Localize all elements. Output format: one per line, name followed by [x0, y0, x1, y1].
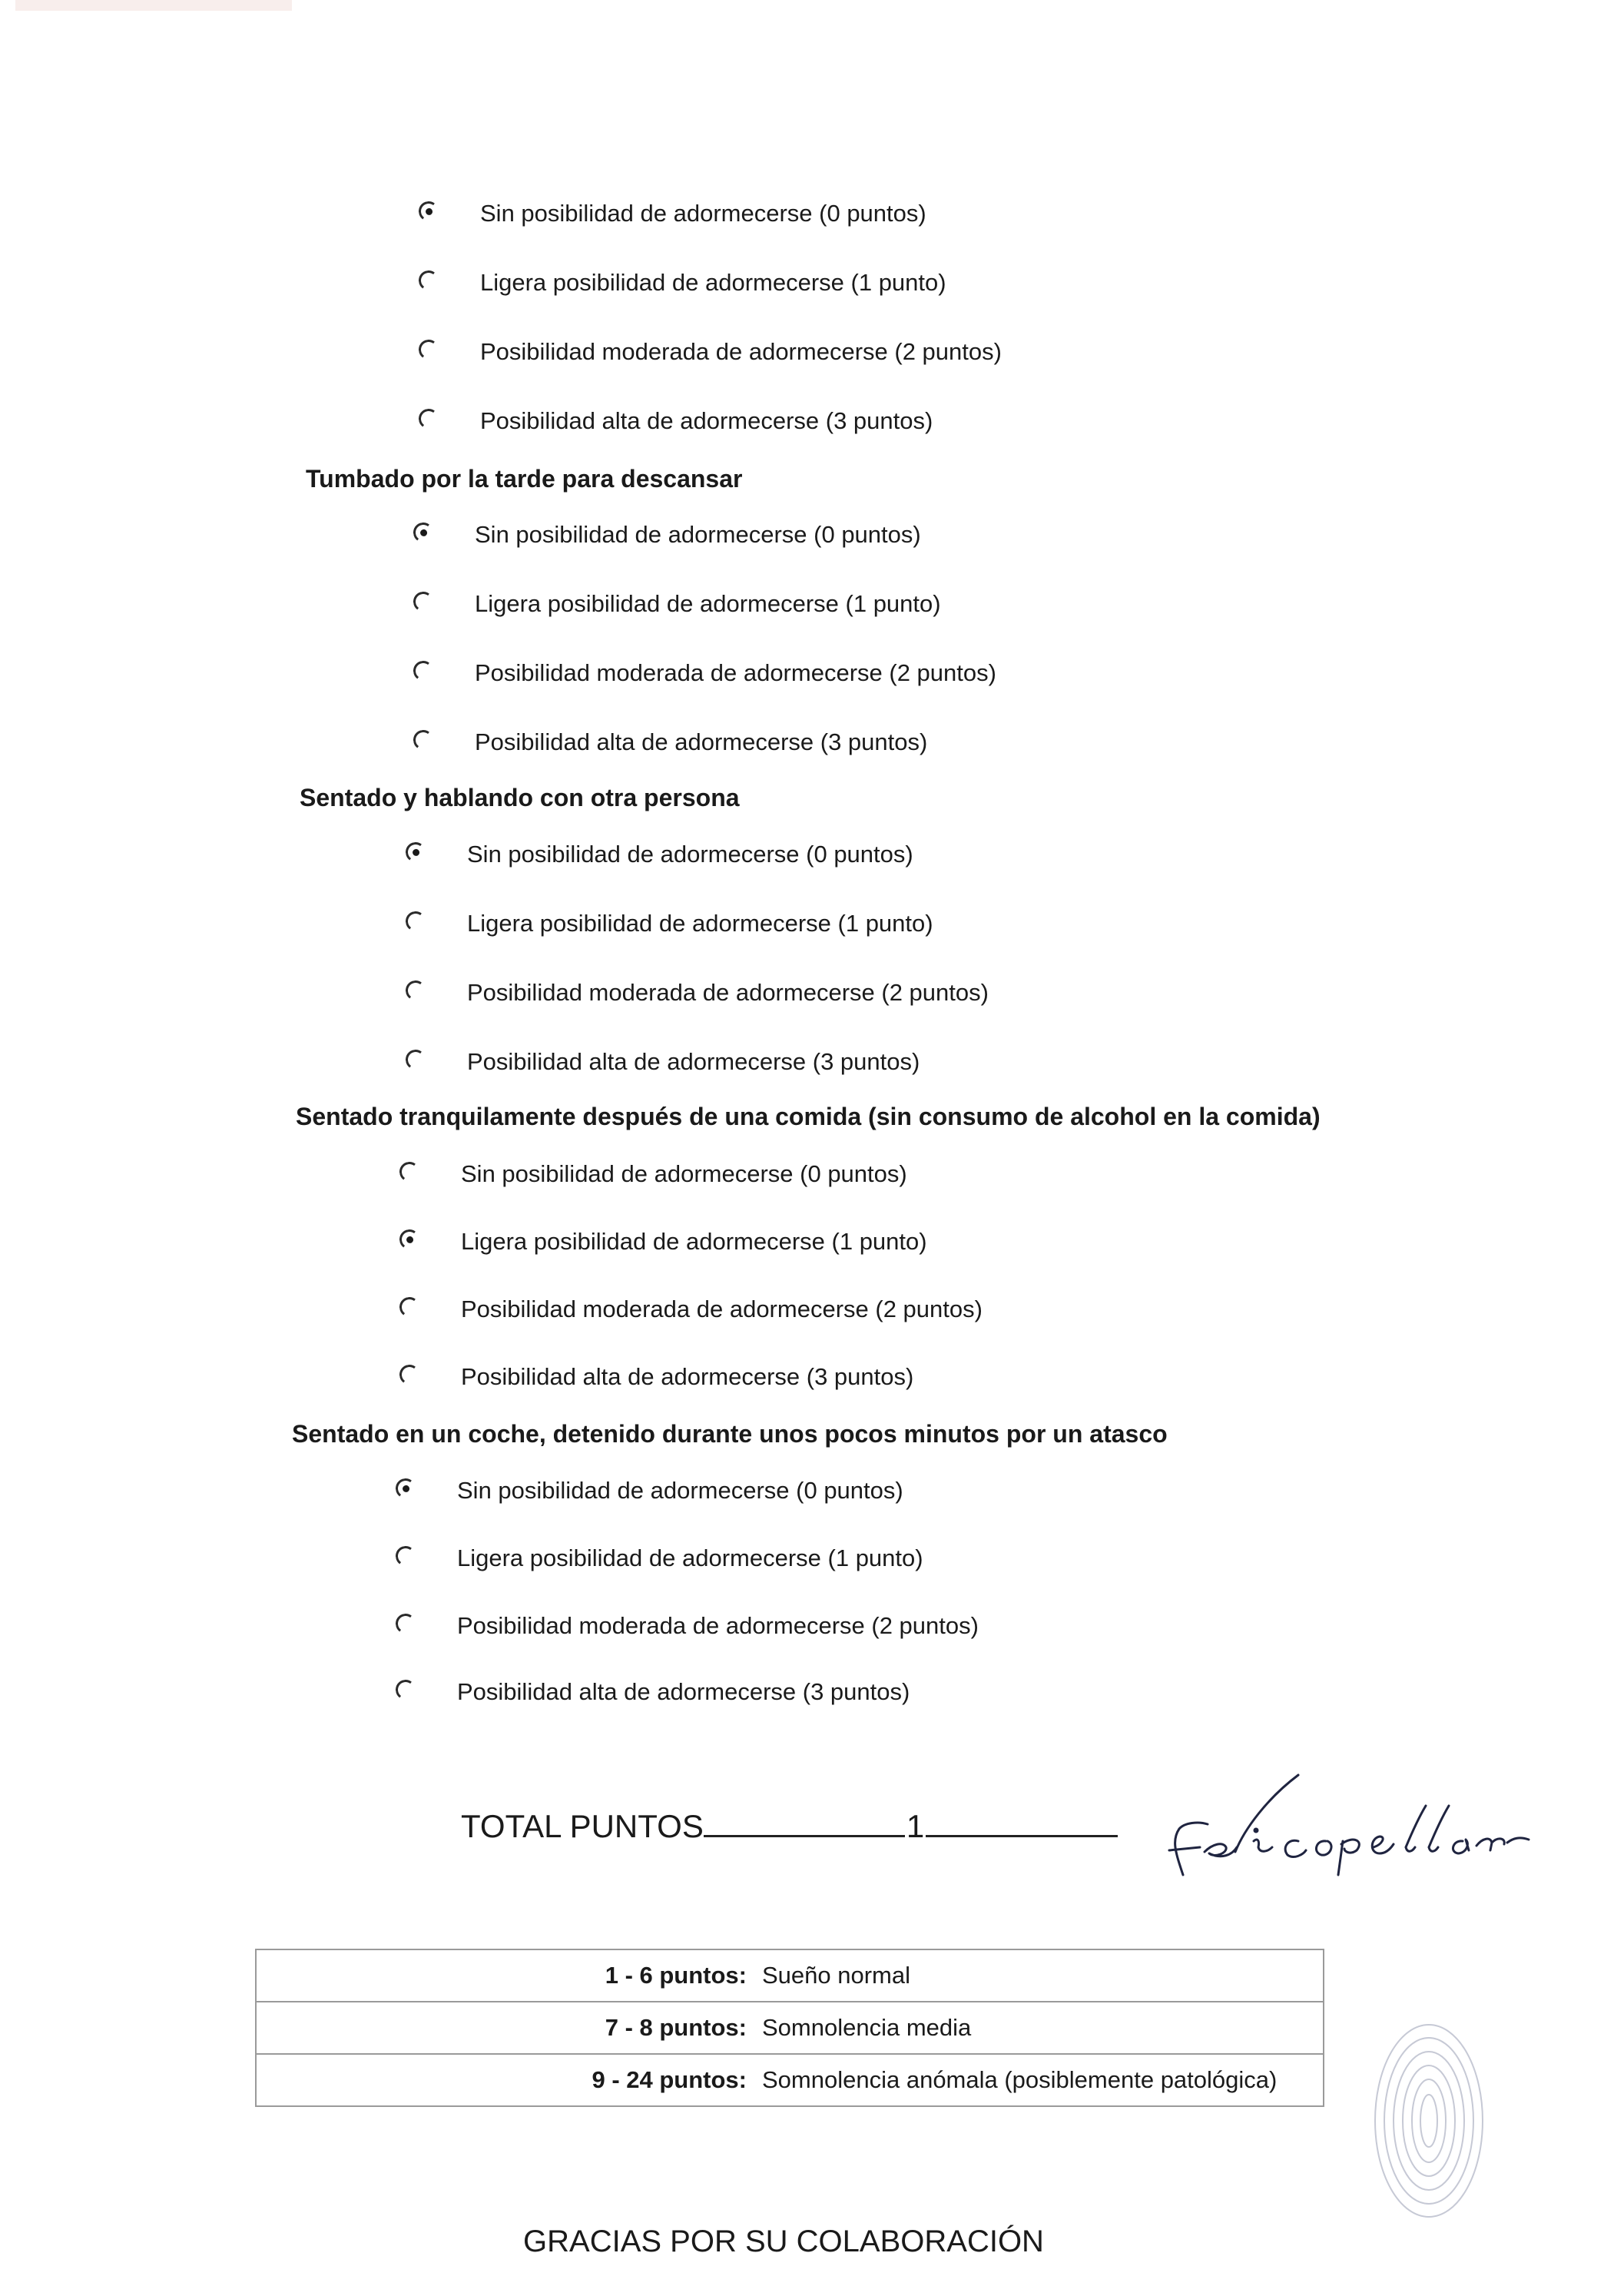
radio-unchecked-icon[interactable]: [394, 1678, 416, 1700]
radio-unchecked-icon[interactable]: [398, 1296, 420, 1318]
scale-range: 1 - 6 puntos:: [256, 1949, 756, 2002]
radio-unchecked-icon[interactable]: [412, 728, 434, 751]
radio-unchecked-icon[interactable]: [394, 1544, 416, 1567]
scale-description: Somnolencia anómala (posiblemente patológica): [756, 2054, 1324, 2106]
radio-unchecked-icon[interactable]: [398, 1160, 420, 1183]
fingerprint-mark: [1367, 2013, 1490, 2228]
radio-unchecked-icon[interactable]: [412, 659, 434, 682]
radio-unchecked-icon[interactable]: [404, 979, 426, 1001]
radio-checked-icon[interactable]: [394, 1477, 416, 1499]
answer-option-label: Posibilidad moderada de adormecerse (2 puntos): [467, 979, 989, 1006]
question-title: Sentado y hablando con otra persona: [300, 784, 740, 811]
radio-checked-icon[interactable]: [412, 521, 434, 543]
answer-option-label: Posibilidad moderada de adormecerse (2 puntos): [461, 1296, 983, 1322]
answer-option-label: Ligera posibilidad de adormecerse (1 punto): [457, 1544, 923, 1571]
answer-option-label: Sin posibilidad de adormecerse (0 puntos): [461, 1160, 907, 1187]
answer-option-label: Ligera posibilidad de adormecerse (1 punto): [480, 269, 946, 296]
scan-smudge: [15, 0, 292, 11]
scale-range: 7 - 8 puntos:: [256, 2002, 756, 2054]
radio-unchecked-icon[interactable]: [417, 407, 439, 430]
scale-row: [256, 2002, 1324, 2054]
answer-option-label: Ligera posibilidad de adormecerse (1 punto): [461, 1228, 927, 1255]
answer-option-label: Posibilidad moderada de adormecerse (2 puntos): [457, 1612, 979, 1639]
radio-checked-icon[interactable]: [398, 1228, 420, 1250]
thanks-message: [0, 2225, 1604, 2259]
total-underline-right: [926, 1804, 1118, 1837]
answer-option-label: Posibilidad moderada de adormecerse (2 puntos): [475, 659, 996, 686]
total-label: TOTAL PUNTOS: [461, 1808, 704, 1844]
answer-option-label: Posibilidad alta de adormecerse (3 puntos): [480, 407, 933, 434]
radio-unchecked-icon[interactable]: [398, 1363, 420, 1385]
score-scale-table: [255, 1949, 1324, 2107]
answer-option-label: Posibilidad alta de adormecerse (3 puntos): [475, 728, 928, 755]
answer-option-label: Posibilidad alta de adormecerse (3 puntos): [461, 1363, 914, 1390]
scale-description: Somnolencia media: [756, 2002, 1324, 2054]
answer-option-label: Sin posibilidad de adormecerse (0 puntos): [475, 521, 921, 548]
total-points: [461, 1804, 1118, 1845]
thanks-text: GRACIAS POR SU COLABORACIÓN: [523, 2225, 1044, 2258]
radio-unchecked-icon[interactable]: [412, 590, 434, 612]
total-underline-left: [704, 1804, 905, 1837]
radio-unchecked-icon[interactable]: [404, 910, 426, 932]
scale-row: [256, 2054, 1324, 2106]
radio-checked-icon[interactable]: [417, 200, 439, 222]
answer-option-label: Ligera posibilidad de adormecerse (1 punto): [467, 910, 933, 937]
handwritten-signature: [1152, 1767, 1552, 1883]
answer-option-label: Posibilidad alta de adormecerse (3 puntos): [457, 1678, 910, 1705]
scale-description: Sueño normal: [756, 1949, 1324, 2002]
question-title: Tumbado por la tarde para descansar: [306, 465, 743, 493]
question-title: Sentado en un coche, detenido durante unos pocos minutos por un atasco: [292, 1420, 1168, 1448]
answer-option-label: Sin posibilidad de adormecerse (0 puntos): [457, 1477, 903, 1504]
radio-unchecked-icon[interactable]: [394, 1612, 416, 1634]
radio-checked-icon[interactable]: [404, 841, 426, 863]
radio-unchecked-icon[interactable]: [404, 1048, 426, 1070]
question-title: Sentado tranquilamente después de una comida (sin consumo de alcohol en la comida): [296, 1103, 1321, 1130]
answer-option-label: Posibilidad alta de adormecerse (3 puntos): [467, 1048, 920, 1075]
total-value: 1: [906, 1808, 925, 1844]
answer-option-label: Posibilidad moderada de adormecerse (2 puntos): [480, 338, 1002, 365]
answer-option-label: Sin posibilidad de adormecerse (0 puntos): [467, 841, 913, 868]
scale-row: [256, 1949, 1324, 2002]
answer-option-label: Ligera posibilidad de adormecerse (1 punto): [475, 590, 941, 617]
answer-option-label: Sin posibilidad de adormecerse (0 puntos): [480, 200, 926, 227]
radio-unchecked-icon[interactable]: [417, 338, 439, 360]
scale-range: 9 - 24 puntos:: [256, 2054, 756, 2106]
radio-unchecked-icon[interactable]: [417, 269, 439, 291]
